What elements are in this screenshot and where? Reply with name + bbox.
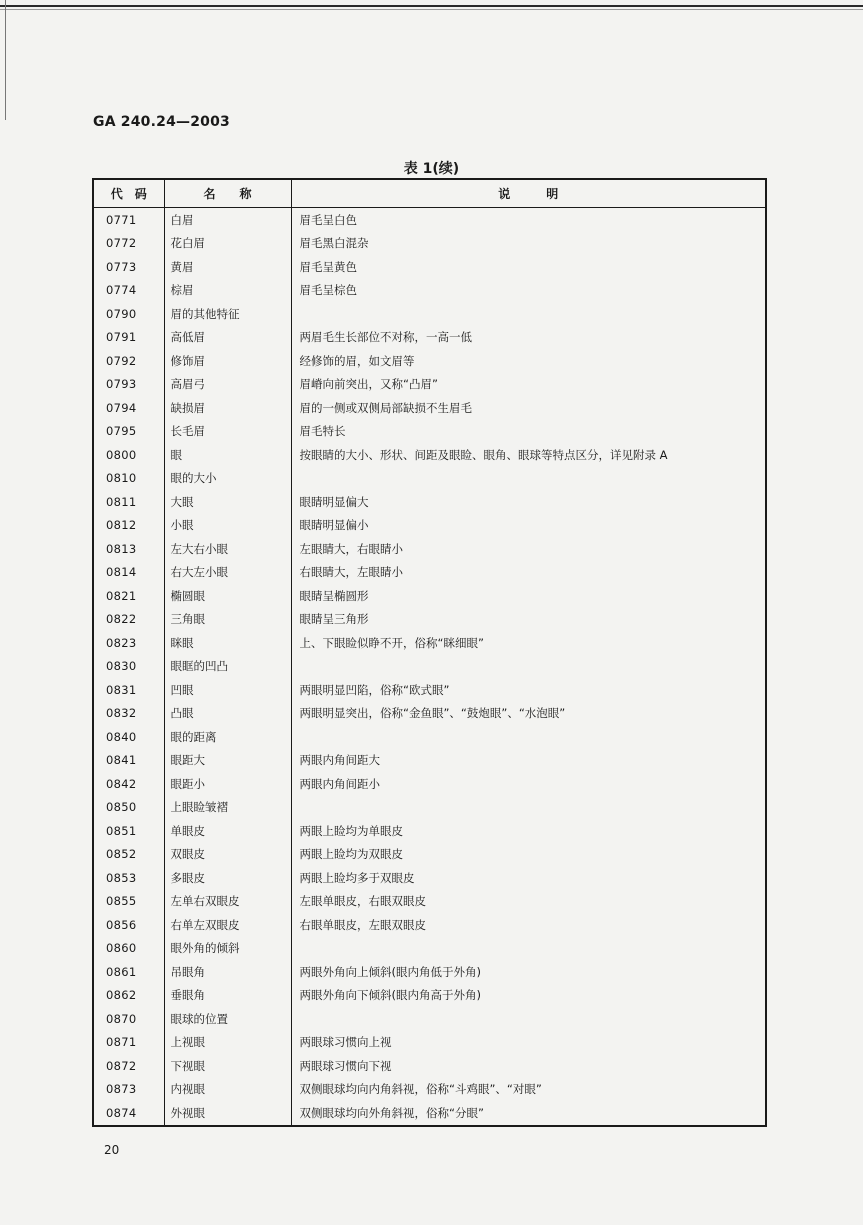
- table-row: [93, 631, 766, 655]
- table-row: [93, 890, 766, 914]
- description-cell: 眉毛呈黄色: [299, 259, 357, 274]
- description-cell: [291, 725, 766, 749]
- description-cell: 双侧眼球均向内角斜视，俗称“斗鸡眼”、“对眼”: [299, 1082, 542, 1097]
- code-cell: 0823: [93, 631, 164, 655]
- code-cell: 0832: [93, 702, 164, 726]
- code-cell: 0831: [93, 678, 164, 702]
- description-cell: 左眼单眼皮，右眼双眼皮: [299, 894, 426, 909]
- top-border-line-thin: [0, 9, 863, 10]
- table-row: [93, 937, 766, 961]
- name-cell: 眼: [164, 443, 291, 467]
- name-cell: 眼的大小: [164, 467, 291, 491]
- description-cell: 眉毛特长: [299, 424, 346, 439]
- description-cell: 两眼内角间距小: [299, 776, 380, 791]
- code-cell: 0800: [93, 443, 164, 467]
- table-row: [93, 232, 766, 256]
- description-cell: 两眼外角向上倾斜(眼内角低于外角): [299, 964, 481, 979]
- code-cell: 0853: [93, 866, 164, 890]
- table-row: [93, 302, 766, 326]
- code-cell: 0822: [93, 608, 164, 632]
- standard-number: GA 240.24—2003: [93, 114, 230, 130]
- code-cell: 0874: [93, 1101, 164, 1126]
- name-cell: 修饰眉: [164, 349, 291, 373]
- header-code: 代 码: [93, 179, 164, 208]
- code-cell: 0772: [93, 232, 164, 256]
- table-row: [93, 396, 766, 420]
- code-cell: 0873: [93, 1078, 164, 1102]
- name-cell: 缺损眉: [164, 396, 291, 420]
- name-cell: 眼距小: [164, 772, 291, 796]
- name-cell: 右单左双眼皮: [164, 913, 291, 937]
- binding-edge-mark: [5, 0, 6, 120]
- description-cell: 眉毛呈棕色: [299, 283, 357, 298]
- description-cell: 右眼睛大，左眼睛小: [299, 565, 403, 580]
- name-cell: 多眼皮: [164, 866, 291, 890]
- table-row: [93, 326, 766, 350]
- table-row: [93, 373, 766, 397]
- table-row: [93, 349, 766, 373]
- table-row: [93, 1054, 766, 1078]
- table-row: [93, 1078, 766, 1102]
- table-row: [93, 655, 766, 679]
- code-cell: 0790: [93, 302, 164, 326]
- name-cell: 凹眼: [164, 678, 291, 702]
- name-cell: 小眼: [164, 514, 291, 538]
- name-cell: 左大右小眼: [164, 537, 291, 561]
- name-cell: 凸眼: [164, 702, 291, 726]
- name-cell: 大眼: [164, 490, 291, 514]
- name-cell: 右大左小眼: [164, 561, 291, 585]
- description-cell: 两眼明显凹陷，俗称“欧式眼”: [299, 682, 450, 697]
- table-row: [93, 279, 766, 303]
- code-cell: 0830: [93, 655, 164, 679]
- name-cell: 眯眼: [164, 631, 291, 655]
- description-cell: [291, 1007, 766, 1031]
- description-cell: 眼睛呈椭圆形: [299, 588, 369, 603]
- name-cell: 吊眼角: [164, 960, 291, 984]
- name-cell: 垂眼角: [164, 984, 291, 1008]
- code-cell: 0841: [93, 749, 164, 773]
- name-cell: 双眼皮: [164, 843, 291, 867]
- table-row: [93, 796, 766, 820]
- description-cell: 两眼球习惯向上视: [299, 1035, 392, 1050]
- table-row: [93, 208, 766, 232]
- code-cell: 0812: [93, 514, 164, 538]
- table-row: [93, 443, 766, 467]
- name-cell: 棕眉: [164, 279, 291, 303]
- table-row: [93, 819, 766, 843]
- description-cell: 眼睛明显偏大: [299, 494, 369, 509]
- name-cell: 黄眉: [164, 255, 291, 279]
- code-cell: 0821: [93, 584, 164, 608]
- name-cell: 眉的其他特征: [164, 302, 291, 326]
- code-cell: 0795: [93, 420, 164, 444]
- description-cell: [291, 302, 766, 326]
- code-cell: 0793: [93, 373, 164, 397]
- name-cell: 长毛眉: [164, 420, 291, 444]
- code-cell: 0861: [93, 960, 164, 984]
- description-cell: 两眉毛生长部位不对称，一高一低: [299, 330, 472, 345]
- description-cell: [291, 937, 766, 961]
- table-row: [93, 772, 766, 796]
- table-row: [93, 913, 766, 937]
- table-row: [93, 749, 766, 773]
- description-cell: [291, 467, 766, 491]
- name-cell: 单眼皮: [164, 819, 291, 843]
- name-cell: 左单右双眼皮: [164, 890, 291, 914]
- code-cell: 0813: [93, 537, 164, 561]
- code-cell: 0791: [93, 326, 164, 350]
- description-cell: 左眼睛大，右眼睛小: [299, 541, 403, 556]
- table-row: [93, 608, 766, 632]
- table-row: [93, 420, 766, 444]
- code-cell: 0842: [93, 772, 164, 796]
- name-cell: 高低眉: [164, 326, 291, 350]
- description-cell: 上、下眼睑似睁不开，俗称“眯细眼”: [299, 635, 484, 650]
- code-cell: 0773: [93, 255, 164, 279]
- description-cell: 两眼内角间距大: [299, 753, 380, 768]
- description-cell: 眼睛呈三角形: [299, 612, 369, 627]
- name-cell: 眼球的位置: [164, 1007, 291, 1031]
- description-cell: 眉嵴向前突出，又称“凸眉”: [299, 377, 438, 392]
- table-header-row: [93, 179, 766, 208]
- description-cell: 右眼单眼皮，左眼双眼皮: [299, 917, 426, 932]
- name-cell: 椭圆眼: [164, 584, 291, 608]
- table-row: [93, 584, 766, 608]
- top-border-line: [0, 5, 863, 7]
- name-cell: 眼外角的倾斜: [164, 937, 291, 961]
- table-row: [93, 490, 766, 514]
- description-cell: 经修饰的眉，如文眉等: [299, 353, 415, 368]
- code-cell: 0814: [93, 561, 164, 585]
- page-number: 20: [104, 1143, 120, 1157]
- description-cell: 按眼睛的大小、形状、间距及眼睑、眼角、眼球等特点区分，详见附录 A: [299, 447, 668, 462]
- description-cell: 眼睛明显偏小: [299, 518, 369, 533]
- description-cell: 眉毛黑白混杂: [299, 236, 369, 251]
- description-cell: 两眼上睑均为双眼皮: [299, 847, 403, 862]
- description-cell: 双侧眼球均向外角斜视，俗称“分眼”: [299, 1105, 484, 1120]
- description-cell: 两眼球习惯向下视: [299, 1058, 392, 1073]
- description-cell: 两眼上睑均多于双眼皮: [299, 870, 415, 885]
- name-cell: 下视眼: [164, 1054, 291, 1078]
- table-row: [93, 467, 766, 491]
- code-cell: 0810: [93, 467, 164, 491]
- code-cell: 0771: [93, 208, 164, 232]
- table-row: [93, 984, 766, 1008]
- table-row: [93, 960, 766, 984]
- name-cell: 上视眼: [164, 1031, 291, 1055]
- name-cell: 三角眼: [164, 608, 291, 632]
- name-cell: 花白眉: [164, 232, 291, 256]
- name-cell: 眼眶的凹凸: [164, 655, 291, 679]
- code-cell: 0860: [93, 937, 164, 961]
- description-cell: 两眼外角向下倾斜(眼内角高于外角): [299, 988, 481, 1003]
- table-row: [93, 843, 766, 867]
- code-cell: 0792: [93, 349, 164, 373]
- name-cell: 外视眼: [164, 1101, 291, 1126]
- table-row: [93, 1101, 766, 1126]
- code-cell: 0852: [93, 843, 164, 867]
- header-description: 说 明: [291, 179, 766, 208]
- code-cell: 0856: [93, 913, 164, 937]
- code-cell: 0862: [93, 984, 164, 1008]
- description-cell: 两眼上睑均为单眼皮: [299, 823, 403, 838]
- table-row: [93, 866, 766, 890]
- description-cell: 眉毛呈白色: [299, 212, 357, 227]
- code-cell: 0872: [93, 1054, 164, 1078]
- code-cell: 0855: [93, 890, 164, 914]
- table-row: [93, 1031, 766, 1055]
- code-cell: 0774: [93, 279, 164, 303]
- description-cell: [291, 796, 766, 820]
- code-cell: 0811: [93, 490, 164, 514]
- header-name: 名 称: [164, 179, 291, 208]
- description-cell: 两眼明显突出，俗称“金鱼眼”、“鼓炮眼”、“水泡眼”: [299, 706, 566, 721]
- code-cell: 0840: [93, 725, 164, 749]
- code-table: [92, 178, 767, 1127]
- description-cell: [291, 655, 766, 679]
- name-cell: 眼的距离: [164, 725, 291, 749]
- table-row: [93, 1007, 766, 1031]
- table-row: [93, 678, 766, 702]
- name-cell: 内视眼: [164, 1078, 291, 1102]
- name-cell: 高眉弓: [164, 373, 291, 397]
- description-cell: 眉的一侧或双侧局部缺损不生眉毛: [299, 400, 472, 415]
- table-row: [93, 725, 766, 749]
- table-row: [93, 255, 766, 279]
- code-cell: 0794: [93, 396, 164, 420]
- code-cell: 0870: [93, 1007, 164, 1031]
- table-row: [93, 702, 766, 726]
- code-cell: 0850: [93, 796, 164, 820]
- name-cell: 上眼睑皱褶: [164, 796, 291, 820]
- code-cell: 0871: [93, 1031, 164, 1055]
- table-row: [93, 561, 766, 585]
- table-row: [93, 537, 766, 561]
- table-row: [93, 514, 766, 538]
- name-cell: 眼距大: [164, 749, 291, 773]
- code-cell: 0851: [93, 819, 164, 843]
- table-caption: 表 1(续): [403, 161, 460, 177]
- name-cell: 白眉: [164, 208, 291, 232]
